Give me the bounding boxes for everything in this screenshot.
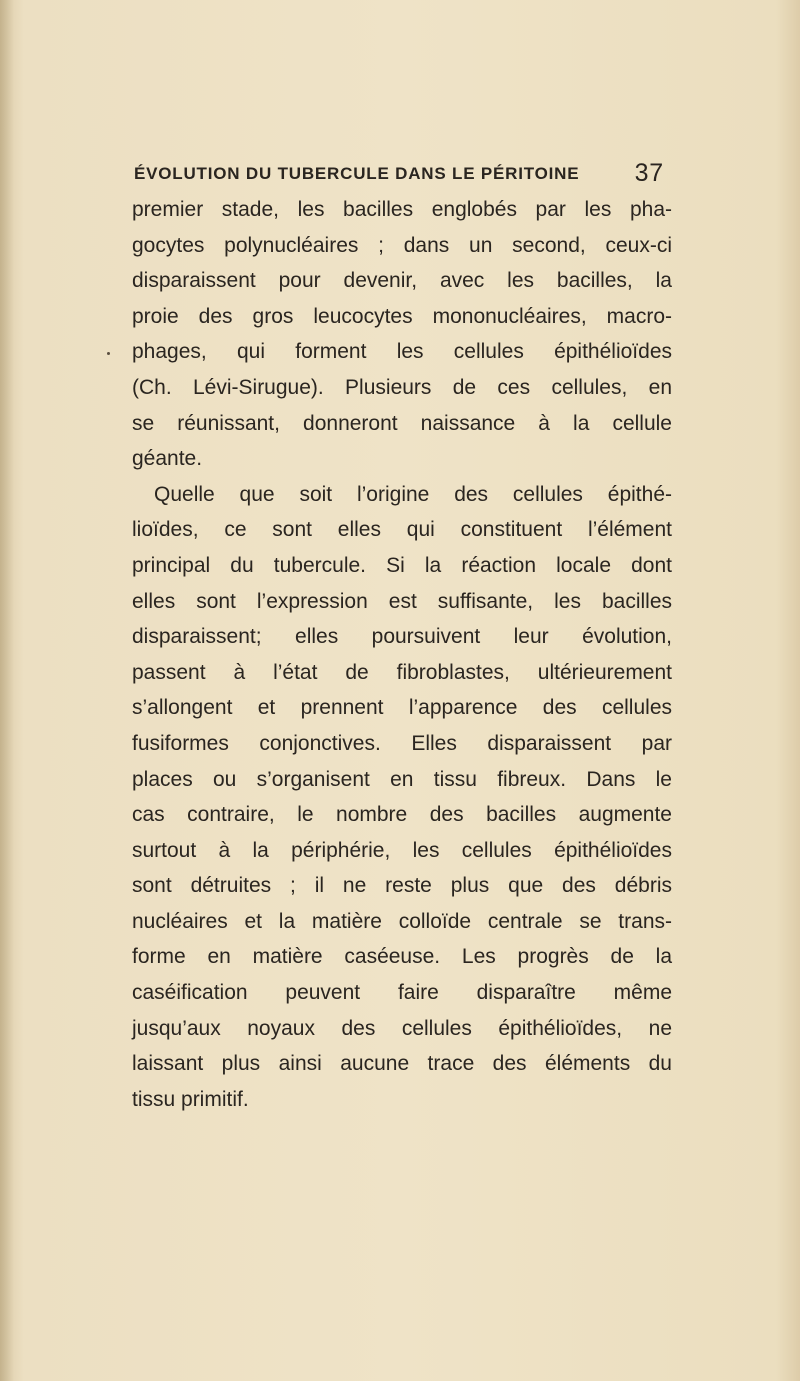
text-line: cas contraire, le nombre des bacilles augmente [132, 803, 672, 827]
text-line: disparaissent pour devenir, avec les bacilles, la [132, 269, 672, 293]
text-line: laissant plus ainsi aucune trace des éléments du [132, 1052, 672, 1076]
text-line: phages, qui forment les cellules épithélioïdes [132, 340, 672, 364]
paragraph-end-line: tissu primitif. [132, 1087, 249, 1111]
body-text [132, 192, 672, 1117]
text-line: gocytes polynucléaires ; dans un second, ceux-ci [132, 233, 672, 257]
ink-speck [107, 352, 110, 355]
text-line: s’allongent et prennent l’apparence des cellules [132, 696, 672, 720]
text-line: jusqu’aux noyaux des cellules épithélioïdes, ne [132, 1016, 672, 1040]
text-line: premier stade, les bacilles englobés par les pha- [132, 198, 672, 221]
text-line: passent à l’état de fibroblastes, ultérieurement [132, 660, 672, 684]
paragraph-end-line: géante. [132, 447, 203, 471]
text-line: disparaissent; elles poursuivent leur évolution, [132, 625, 672, 649]
text-line: fusiformes conjonctives. Elles disparaissent par [132, 731, 672, 755]
text-line: lioïdes, ce sont elles qui constituent l’élément [132, 518, 672, 542]
text-line: places ou s’organisent en tissu fibreux. Dans le [132, 767, 672, 791]
text-line: sont détruites ; il ne reste plus que des débris [132, 874, 672, 898]
text-line: principal du tubercule. Si la réaction locale dont [132, 553, 672, 577]
text-line: proie des gros leucocytes mononucléaires, macro- [132, 304, 672, 328]
text-line: caséification peuvent faire disparaître même [132, 981, 672, 1005]
text-line: (Ch. Lévi-Sirugue). Plusieurs de ces cellules, en [132, 375, 672, 399]
text-line: forme en matière caséeuse. Les progrès de la [132, 945, 672, 969]
running-header [134, 159, 664, 190]
running-title: ÉVOLUTION DU TUBERCULE DANS LE PÉRITOINE [134, 164, 580, 183]
page-binding-shadow [0, 0, 14, 1381]
text-line: elles sont l’expression est suffisante, les bacilles [132, 589, 672, 613]
text-line: nucléaires et la matière colloïde centrale se trans- [132, 909, 672, 933]
text-line: se réunissant, donneront naissance à la cellule [132, 411, 672, 435]
page-number: 37 [634, 159, 664, 187]
paragraph-start-line: Quelle que soit l’origine des cellules épithé- [154, 482, 672, 506]
text-line: surtout à la périphérie, les cellules épithélioïdes [132, 838, 672, 862]
